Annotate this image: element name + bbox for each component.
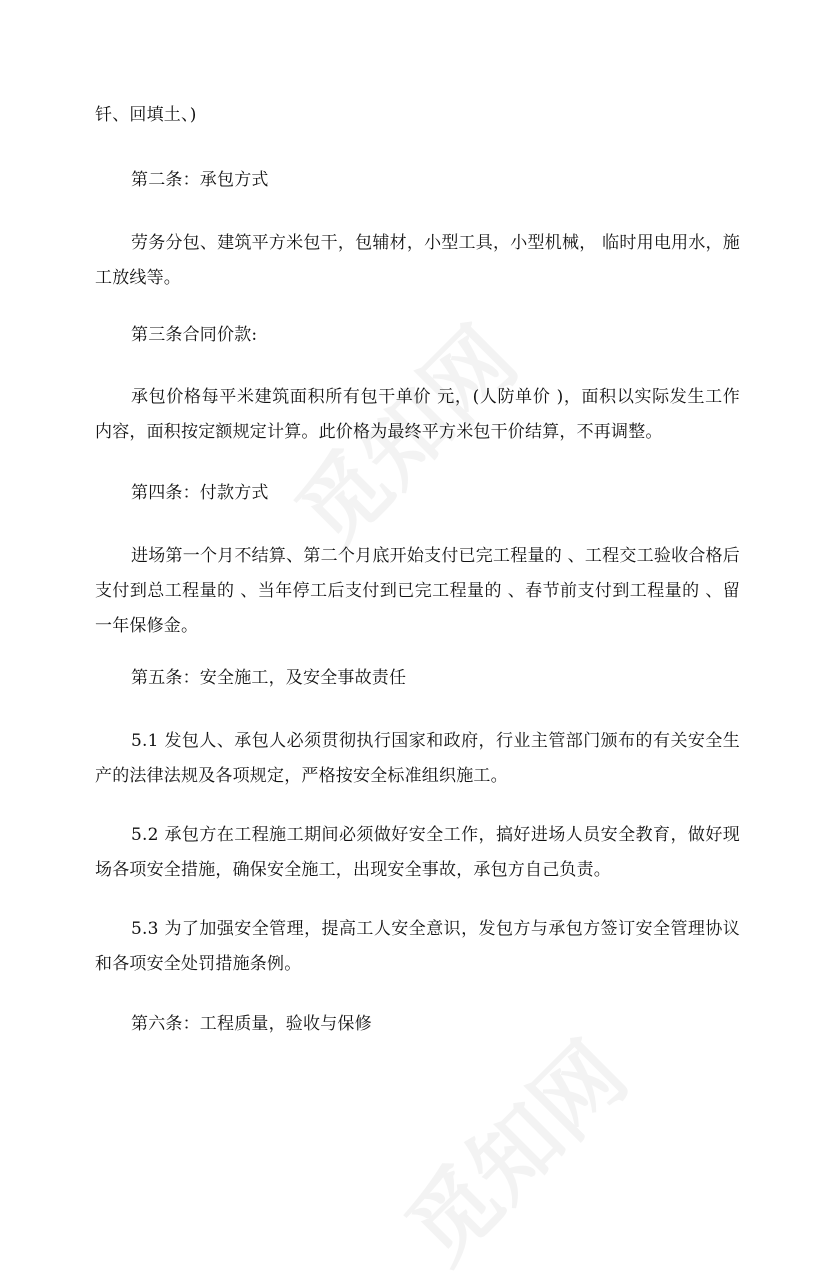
section-heading: 第二条：承包方式 — [131, 170, 269, 190]
section-heading: 第五条：安全施工，及安全事故责任 — [131, 668, 407, 688]
section-heading: 第六条：工程质量，验收与保修 — [131, 1014, 372, 1034]
paragraph: 5.1 发包人、承包人必须贯彻执行国家和政府，行业主管部门颁布的有关安全生产的法律法规及各项规定，严格按安全标准组织施工。 — [95, 731, 740, 786]
paragraph: 钎、回填土、) — [95, 105, 197, 125]
paragraph: 5.2 承包方在工程施工期间必须做好安全工作，搞好进场人员安全教育，做好现场各项安全措施，确保安全施工，出现安全事故，承包方自己负责。 — [95, 825, 740, 880]
section-heading: 第四条：付款方式 — [131, 483, 269, 503]
watermark — [374, 1010, 650, 1286]
paragraph: 进场第一个月不结算、第二个月底开始支付已完工程量的 、工程交工验收合格后支付到总工程量的 、当年停工后支付到已完工程量的 、春节前支付到工程量的 、留一年保修金。 — [95, 546, 740, 636]
section-heading: 第三条合同价款: — [131, 325, 258, 345]
paragraph: 劳务分包、建筑平方米包干，包辅材，小型工具，小型机械， 临时用电用水，施工放线等。 — [95, 233, 740, 288]
paragraph: 5.3 为了加强安全管理，提高工人安全意识，发包方与承包方签订安全管理协议和各项安全处罚措施条例。 — [95, 919, 740, 974]
paragraph: 承包价格每平米建筑面积所有包干单价 元，(人防单价 )，面积以实际发生工作内容，面积按定额规定计算。此价格为最终平方米包干价结算，不再调整。 — [95, 387, 740, 442]
